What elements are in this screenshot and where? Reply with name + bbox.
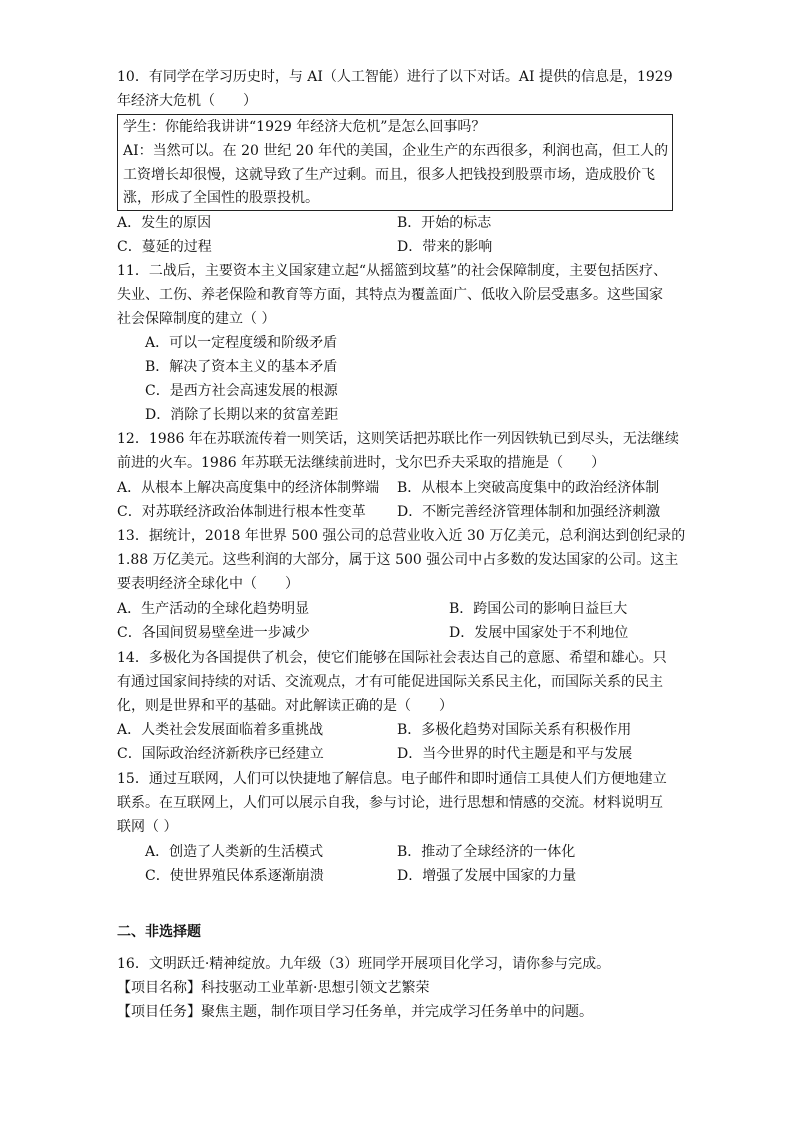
q12-option-c: C．对苏联经济政治体制进行根本性变革 [117,504,366,520]
q15-stem-line2: 联系。在互联网上，人们可以展示自我，参与讨论，进行思想和情感的交流。材料说明互 [117,795,663,811]
q12-option-d: D．不断完善经济管理体制和加强经济刺激 [397,504,661,520]
q10-dialog-ai-line2: 工资增长却很慢，这就导致了生产过剩。而且，很多人把钱投到股票市场，造成股价飞 [123,167,655,183]
q13-stem-line1: 13．据统计，2018 年世界 500 强公司的总营业收入近 30 万亿美元，总利润达到创纪录的 [117,528,686,544]
q12-stem-line1: 12．1986 年在苏联流传着一则笑话，这则笑话把苏联比作一列因铁轨已到尽头，无法继续 [117,431,679,447]
q10-dialog-ai-line1: AI：当然可以。在 20 世纪 20 年代的美国，企业生产的东西很多，利润也高，但工人的 [123,143,669,159]
q10-dialog-ai-line3: 涨，形成了全国性的股票投机。 [123,190,319,206]
q12-option-a: A．从根本上解决高度集中的经济体制弊端 [117,480,380,496]
q15-stem-line3: 联网（ ） [117,819,178,835]
q11-option-b: B．解决了资本主义的基本矛盾 [145,359,338,375]
q13-option-a: A．生产活动的全球化趋势明显 [117,601,310,617]
q15-option-a: A．创造了人类新的生活模式 [145,844,324,860]
q10-option-b: B．开始的标志 [397,215,492,231]
q13-option-d: D．发展中国家处于不利地位 [449,625,629,641]
q14-stem-line3: 化，则是世界和平的基础。对此解读正确的是（ ） [117,698,453,714]
q10-dialog-box [117,114,673,211]
q15-option-d: D．增强了发展中国家的力量 [397,868,577,884]
q11-stem-line3: 社会保障制度的建立（ ） [117,311,276,327]
q14-option-d: D．当今世界的时代主题是和平与发展 [397,746,633,762]
q13-stem-line2: 1.88 万亿美元。这些利润的大部分，属于这 500 强公司中占多数的发达国家的公司。这主 [117,552,679,568]
q10-option-d: D．带来的影响 [397,239,493,255]
q16-project-name: 【项目名称】科技驱动工业革新·思想引领文艺繁荣 [117,980,430,996]
q10-stem-line2: 年经济大危机（ ） [117,93,257,109]
q11-option-a: A．可以一定程度缓和阶级矛盾 [145,335,338,351]
q16-stem: 16．文明跃迁·精神绽放。九年级（3）班同学开展项目化学习，请你参与完成。 [117,956,611,972]
section-title: 二、非选择题 [117,924,201,940]
q14-option-c: C．国际政治经济新秩序已经建立 [117,746,324,762]
q10-dialog-student: 学生：你能给我讲讲“1929 年经济大危机”是怎么回事吗？ [123,119,486,135]
q16-project-task: 【项目任务】聚焦主题，制作项目学习任务单，并完成学习任务单中的问题。 [117,1004,593,1020]
q14-option-a: A．人类社会发展面临着多重挑战 [117,722,324,738]
q10-option-c: C．蔓延的过程 [117,239,212,255]
q14-stem-line2: 有通过国家间持续的对话、交流观点，才有可能促进国际关系民主化，而国际关系的民主 [117,674,663,690]
q11-stem-line2: 失业、工伤、养老保险和教育等方面，其特点为覆盖面广、低收入阶层受惠多。这些国家 [117,287,663,303]
q10-stem-line1: 10．有同学在学习历史时，与 AI（人工智能）进行了以下对话。AI 提供的信息是，1929 [117,69,673,85]
q11-option-c: C．是西方社会高速发展的根源 [145,383,338,399]
q15-option-c: C．使世界殖民体系逐渐崩溃 [145,868,324,884]
q14-stem-line1: 14．多极化为各国提供了机会，使它们能够在国际社会表达自己的意愿、希望和雄心。只 [117,650,667,666]
q15-stem-line1: 15．通过互联网，人们可以快捷地了解信息。电子邮件和即时通信工具使人们方便地建立 [117,771,667,787]
q10-option-a: A．发生的原因 [117,215,212,231]
q11-stem-line1: 11．二战后，主要资本主义国家建立起“从摇篮到坟墓”的社会保障制度，主要包括医疗、 [117,263,668,279]
q15-option-b: B．推动了全球经济的一体化 [397,844,576,860]
q13-option-c: C．各国间贸易壁垒进一步减少 [117,625,310,641]
q12-stem-line2: 前进的火车。1986 年苏联无法继续前进时，戈尔巴乔夫采取的措施是（ ） [117,455,606,471]
q13-stem-line3: 要表明经济全球化中（ ） [117,576,299,592]
q13-option-b: B．跨国公司的影响日益巨大 [449,601,628,617]
q11-option-d: D．消除了长期以来的贫富差距 [145,407,339,423]
q14-option-b: B．多极化趋势对国际关系有积极作用 [397,722,632,738]
q12-option-b: B．从根本上突破高度集中的政治经济体制 [397,480,660,496]
